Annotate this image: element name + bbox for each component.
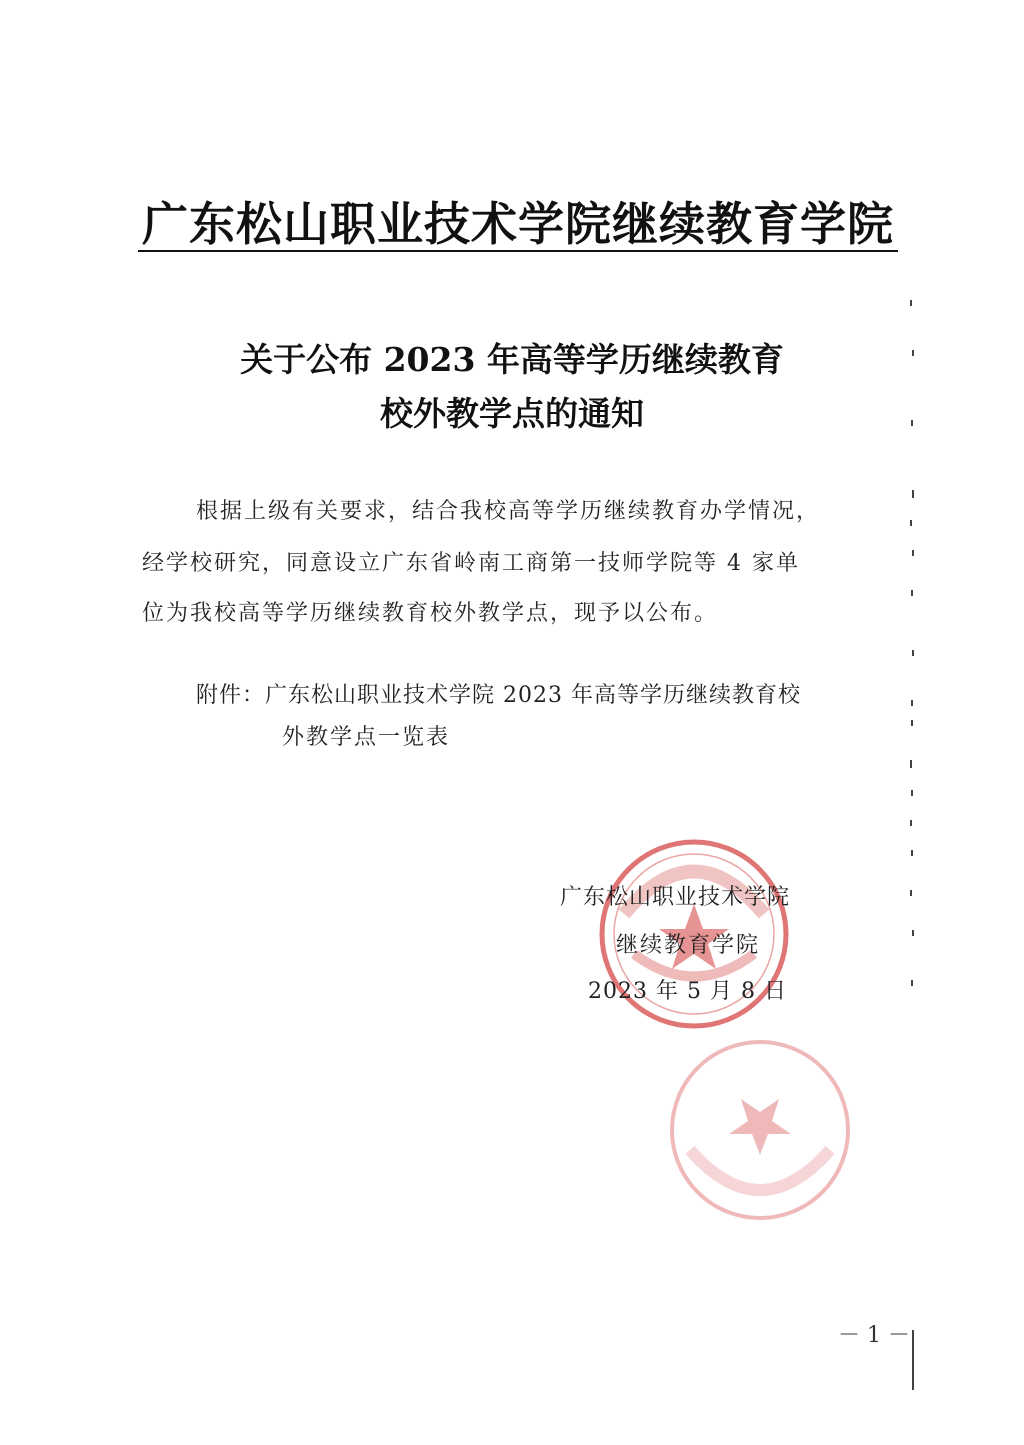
- body-paragraph-line-2: 经学校研究，同意设立广东省岭南工商第一技师学院等 4 家单: [142, 551, 800, 576]
- header-rule: [138, 250, 898, 252]
- faint-seal-icon: [660, 1030, 860, 1230]
- attachment-line-2: 外教学点一览表: [282, 725, 451, 750]
- body-paragraph-line-3: 位为我校高等学历继续教育校外教学点，现予以公布。: [142, 601, 719, 626]
- body-paragraph-line-1: 根据上级有关要求，结合我校高等学历继续教育办学情况，: [196, 499, 821, 524]
- attachment-line-1: 附件：广东松山职业技术学院 2023 年高等学历继续教育校: [196, 683, 801, 708]
- signature-date: 2023 年 5 月 8 日: [588, 979, 787, 1004]
- signature-org-2: 继续教育学院: [616, 933, 761, 958]
- scan-margin-dots: [900, 290, 924, 1440]
- header-institution: 广东松山职业技术学院继续教育学院: [142, 197, 894, 251]
- signature-org-1: 广东松山职业技术学院: [560, 885, 791, 910]
- doc-title-line-2: 校外教学点的通知: [380, 394, 644, 433]
- page-number: － 1 －: [838, 1323, 910, 1348]
- doc-title-line-1: 关于公布 2023 年高等学历继续教育: [240, 340, 784, 379]
